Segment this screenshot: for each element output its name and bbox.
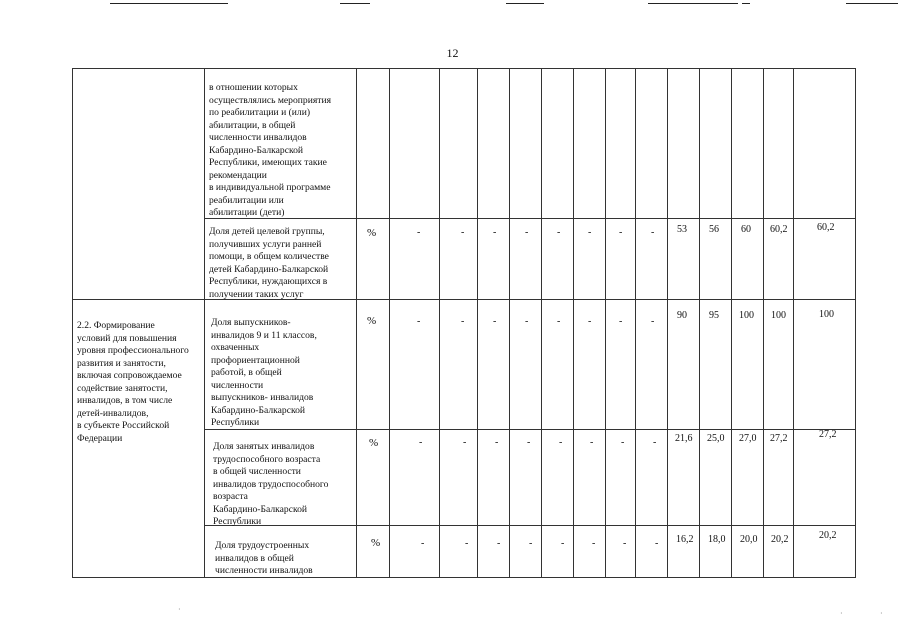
value-dash: - [529, 538, 533, 549]
indicator-table [72, 68, 856, 578]
value-dash: - [419, 437, 423, 448]
value-dash: - [590, 437, 594, 448]
indicator-cell: Доля детей целевой группы, получивших услуги ранней помощи, в общем количестве детей Кабардино-Балкарской Республики, нуждающихся в получении таких услуг [209, 226, 329, 300]
value-dash: - [495, 437, 499, 448]
value-dash: - [525, 227, 529, 238]
value-cell: 100 [739, 310, 754, 321]
unit-cell: % [367, 315, 377, 327]
value-dash: - [493, 227, 497, 238]
value-dash: - [653, 437, 657, 448]
indicator-cell: в отношении которых осуществлялись мероприятия по реабилитации и (или) абилитации, в общей численности инвалидов Кабардино-Балкарской Республики, имеющих такие рекомендации в индивидуальной программе реабилитации или абилитации (дети) [209, 82, 331, 218]
value-dash: - [525, 316, 529, 327]
col-border [605, 69, 606, 577]
header-rule [506, 3, 544, 4]
value-cell: 56 [709, 224, 719, 235]
value-dash: - [417, 227, 421, 238]
unit-cell: % [367, 227, 377, 239]
value-dash: - [417, 316, 421, 327]
value-dash: - [619, 227, 623, 238]
scan-speck: · [840, 609, 843, 618]
value-dash: - [621, 437, 625, 448]
value-cell: 21,6 [675, 433, 693, 444]
indicator-cell: Доля выпускников- инвалидов 9 и 11 классов, охваченных профориентационной работой, в общей численности выпускников- инвалидов Кабардино-Балкарской Республики [211, 317, 317, 428]
value-dash: - [619, 316, 623, 327]
value-dash: - [651, 227, 655, 238]
col-border [439, 69, 440, 577]
value-cell: 60,2 [770, 224, 788, 235]
page-number: 12 [446, 46, 459, 60]
value-cell: 25,0 [707, 433, 725, 444]
value-dash: - [557, 316, 561, 327]
value-dash: - [559, 437, 563, 448]
value-cell: 53 [677, 224, 687, 235]
unit-cell: % [371, 537, 381, 549]
value-cell: 20,0 [740, 534, 758, 545]
value-cell: 27,2 [819, 429, 837, 440]
indicator-cell: Доля трудоустроенных инвалидов в общей численности инвалидов [215, 540, 313, 576]
value-dash: - [421, 538, 425, 549]
value-cell: 60 [741, 224, 751, 235]
value-dash: - [463, 437, 467, 448]
value-dash: - [497, 538, 501, 549]
col-border [573, 69, 574, 577]
value-cell: 16,2 [676, 534, 694, 545]
value-dash: - [592, 538, 596, 549]
value-dash: - [588, 316, 592, 327]
value-cell: 95 [709, 310, 719, 321]
col-border [477, 69, 478, 577]
value-cell: 20,2 [819, 530, 837, 541]
task-cell: 2.2. Формирование условий для повышения уровня профессионального развития и занятости, включая сопровождаемое содействие занятости, инвалидов, в том числе детей-инвалидов, в субъекте Российской Федерации [77, 320, 189, 444]
value-cell: 18,0 [708, 534, 726, 545]
value-cell: 100 [771, 310, 786, 321]
header-rule [648, 3, 738, 4]
unit-cell: % [369, 437, 379, 449]
value-cell: 60,2 [817, 222, 835, 233]
col-border [356, 69, 357, 577]
col-border [204, 69, 205, 577]
col-border [731, 69, 732, 577]
value-cell: 27,2 [770, 433, 788, 444]
header-rule [340, 3, 370, 4]
value-cell: 27,0 [739, 433, 757, 444]
header-rule [110, 3, 228, 4]
value-dash: - [461, 316, 465, 327]
header-rule [846, 3, 898, 4]
value-dash: - [651, 316, 655, 327]
value-cell: 90 [677, 310, 687, 321]
value-dash: - [655, 538, 659, 549]
value-dash: - [623, 538, 627, 549]
value-dash: - [493, 316, 497, 327]
scan-speck: · [880, 609, 883, 618]
col-border [793, 69, 794, 577]
row-border [73, 299, 855, 300]
header-rule [742, 3, 750, 4]
col-border [509, 69, 510, 577]
value-cell: 100 [819, 309, 834, 320]
col-border [667, 69, 668, 577]
value-dash: - [461, 227, 465, 238]
indicator-cell: Доля занятых инвалидов трудоспособного возраста в общей численности инвалидов трудоспособного возраста Кабардино-Балкарской Республики [213, 441, 329, 527]
col-border [389, 69, 390, 577]
col-border [763, 69, 764, 577]
value-cell: 20,2 [771, 534, 789, 545]
value-dash: - [588, 227, 592, 238]
col-border [541, 69, 542, 577]
value-dash: - [527, 437, 531, 448]
value-dash: - [561, 538, 565, 549]
scan-speck: · [178, 605, 181, 614]
value-dash: - [557, 227, 561, 238]
col-border [699, 69, 700, 577]
col-border [635, 69, 636, 577]
value-dash: - [465, 538, 469, 549]
